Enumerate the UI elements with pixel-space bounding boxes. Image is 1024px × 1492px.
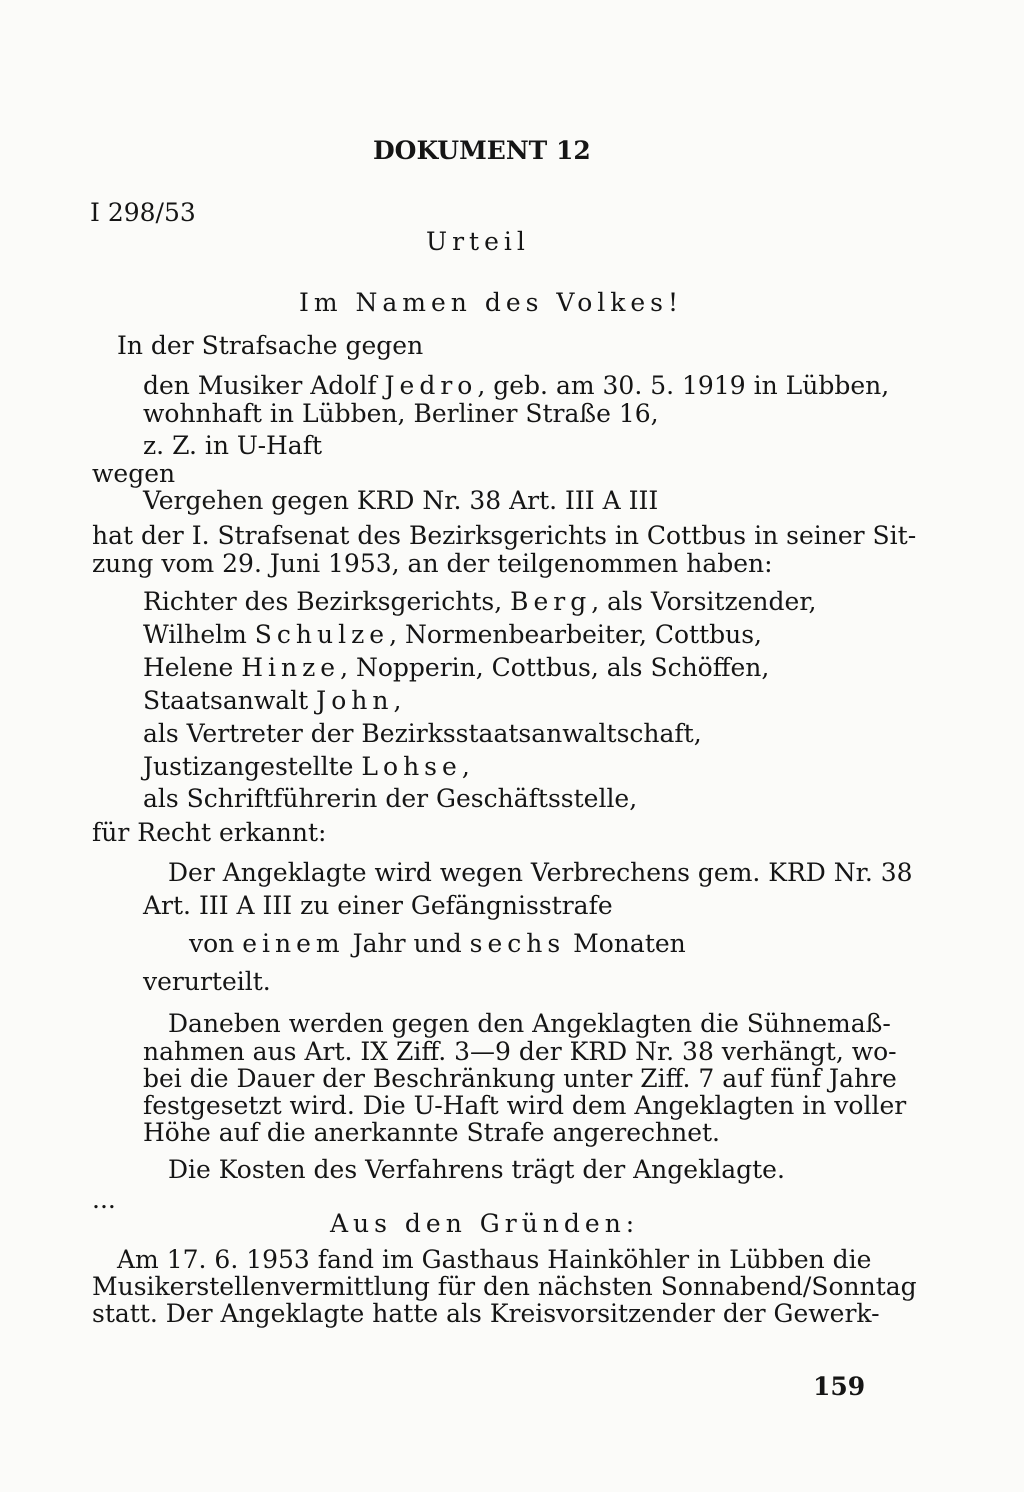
judgment-heading: Urteil xyxy=(426,227,530,256)
defendant-text: den Musiker Adolf xyxy=(143,371,385,400)
grounds-line-1: Am 17. 6. 1953 fand im Gasthaus Hainköhler in Lübben die xyxy=(117,1245,872,1274)
grounds-line-2: Musikerstellenvermittlung für den nächsten Sonnabend/Sonntag xyxy=(92,1272,917,1301)
participant-name: Lohse xyxy=(361,752,462,781)
participant-4 xyxy=(143,686,401,716)
defendant-line-1 xyxy=(143,371,889,401)
participant-name: John xyxy=(316,686,394,715)
defendant-birth: , geb. am 30. 5. 1919 in Lübben, xyxy=(477,371,890,400)
case-number: I 298/53 xyxy=(90,198,196,227)
intro-line: In der Strafsache gegen xyxy=(117,331,424,360)
costs-line: Die Kosten des Verfahrens trägt der Angeklagte. xyxy=(168,1155,785,1184)
verdict-text: Monaten xyxy=(565,929,686,958)
judgment-subheading: Im Namen des Volkes! xyxy=(299,288,684,317)
participant-role: , Nopperin, Cottbus, als Schöffen, xyxy=(340,653,770,682)
measures-line-5: Höhe auf die anerkannte Strafe angerechnet. xyxy=(143,1118,721,1147)
participant-1 xyxy=(143,587,816,617)
court-line-2: zung vom 29. Juni 1953, an der teilgenommen haben: xyxy=(92,549,773,578)
court-line-1: hat der I. Strafsenat des Bezirksgerichts in Cottbus in seiner Sit- xyxy=(92,521,917,550)
wegen-line: wegen xyxy=(92,459,176,488)
participant-2 xyxy=(143,620,762,650)
defendant-line-2: wohnhaft in Lübben, Berliner Straße 16, xyxy=(143,399,659,428)
participant-name: Schulze xyxy=(254,620,390,649)
verdict-text: von xyxy=(189,929,243,958)
verdict-line-2: Art. III A III zu einer Gefängnisstrafe xyxy=(143,891,613,920)
participant-role: , Normenbearbeiter, Cottbus, xyxy=(389,620,763,649)
verdict-text: Jahr und xyxy=(344,929,470,958)
participant-name: Hinze xyxy=(241,653,341,682)
participant-5: als Vertreter der Bezirksstaatsanwaltschaft, xyxy=(143,719,702,748)
verdict-emphasis: sechs xyxy=(469,929,566,958)
measures-line-2: nahmen aus Art. IX Ziff. 3—9 der KRD Nr. 38 verhängt, wo- xyxy=(143,1037,897,1066)
participant-text: Wilhelm xyxy=(143,620,255,649)
charge-line: Vergehen gegen KRD Nr. 38 Art. III A III xyxy=(143,486,659,515)
verdict-line-3 xyxy=(189,929,686,959)
participant-text: Helene xyxy=(143,653,242,682)
grounds-heading: Aus den Gründen: xyxy=(330,1209,640,1238)
participant-6 xyxy=(143,752,470,782)
participant-text: Justizangestellte xyxy=(143,752,362,781)
measures-line-1: Daneben werden gegen den Angeklagten die Sühnemaß- xyxy=(168,1009,891,1038)
participant-3 xyxy=(143,653,769,683)
participant-7: als Schriftführerin der Geschäftsstelle, xyxy=(143,784,638,813)
page-number: 159 xyxy=(813,1372,866,1401)
participant-role: , xyxy=(461,752,470,781)
grounds-line-3: statt. Der Angeklagte hatte als Kreisvorsitzender der Gewerk- xyxy=(92,1299,880,1328)
participant-role: , als Vorsitzender, xyxy=(591,587,817,616)
measures-line-4: festgesetzt wird. Die U-Haft wird dem Angeklagten in voller xyxy=(143,1091,907,1120)
measures-line-3: bei die Dauer der Beschränkung unter Ziff. 7 auf fünf Jahre xyxy=(143,1064,897,1093)
defendant-name: Jedro xyxy=(384,371,478,400)
document-title: DOKUMENT 12 xyxy=(373,136,591,165)
participant-role: , xyxy=(393,686,402,715)
ellipsis: ... xyxy=(92,1185,116,1214)
defendant-line-3: z. Z. in U-Haft xyxy=(143,431,323,460)
verdict-line-4: verurteilt. xyxy=(143,967,271,996)
participant-text: Richter des Bezirksgerichts, xyxy=(143,587,511,616)
participant-text: Staatsanwalt xyxy=(143,686,317,715)
verdict-line-1: Der Angeklagte wird wegen Verbrechens gem. KRD Nr. 38 xyxy=(168,858,913,887)
participant-name: Berg xyxy=(510,587,592,616)
verdict-intro: für Recht erkannt: xyxy=(92,818,327,847)
verdict-emphasis: einem xyxy=(242,929,345,958)
